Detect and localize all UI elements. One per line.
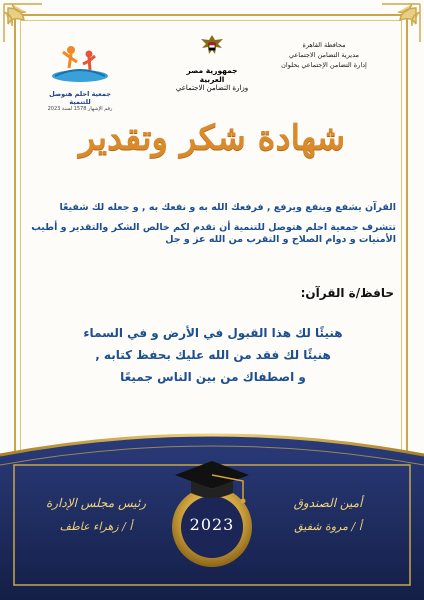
issuing-authority [264,40,384,70]
corner-ornament-icon [378,2,422,46]
certificate-title: شهادة شكر وتقدير [78,118,346,158]
org-logo-icon [45,36,115,86]
authority-line: إدارة التضامن الإجتماعي بحلوان [281,61,367,69]
intro-text [30,202,396,246]
org-logo [40,36,120,112]
org-logo-name: جمعية احلم هتوصل للتنمية [49,90,111,106]
signature-chairman [26,496,166,533]
signature-role: رئيس مجلس الإدارة [45,496,147,510]
ministry-name: وزارة التضامن الاجتماعي [175,84,249,92]
congrats-line: هنيئًا لك فقد من الله عليك بحفظ كتابه , [95,348,331,362]
congratulation-text [30,322,396,388]
recipient-label: حافظ/ة القرآن: [300,286,394,300]
signature-name: أ / مروة شفيق [294,520,362,533]
intro-line: القرآن يشفع وينفع ويرفع , فرفعك الله به و نفعك به , و جعله لك شفيعًا [59,202,396,213]
republic-name: جمهورية مصر العربية [186,66,238,84]
signature-role: أمين الصندوق [293,496,363,510]
org-logo-registration: رقم الإشهار 1578 لسنة 2023 [47,106,113,112]
signature-treasurer [258,496,398,533]
graduation-medal [165,455,259,575]
intro-line: تتشرف جمعية احلم هتوصل للتنمية أن تقدم لكم خالص الشكر والتقدير و أطيب الأمنيات و دوام الصلاح و التقرب من الله عز و جل [31,222,396,245]
state-emblem [174,32,250,92]
authority-line: محافظة القاهرة [302,41,346,49]
congrats-line: هنيئًا لك هذا القبول في الأرض و في السماء [83,326,343,340]
signature-name: أ / زهراء عاطف [59,520,133,533]
eagle-emblem-icon [197,32,227,62]
congrats-line: و اصطفاك من بين الناس جميعًا [120,370,306,384]
year-label: 2023 [189,515,235,534]
authority-line: مديرية التضامن الاجتماعي [288,51,360,59]
